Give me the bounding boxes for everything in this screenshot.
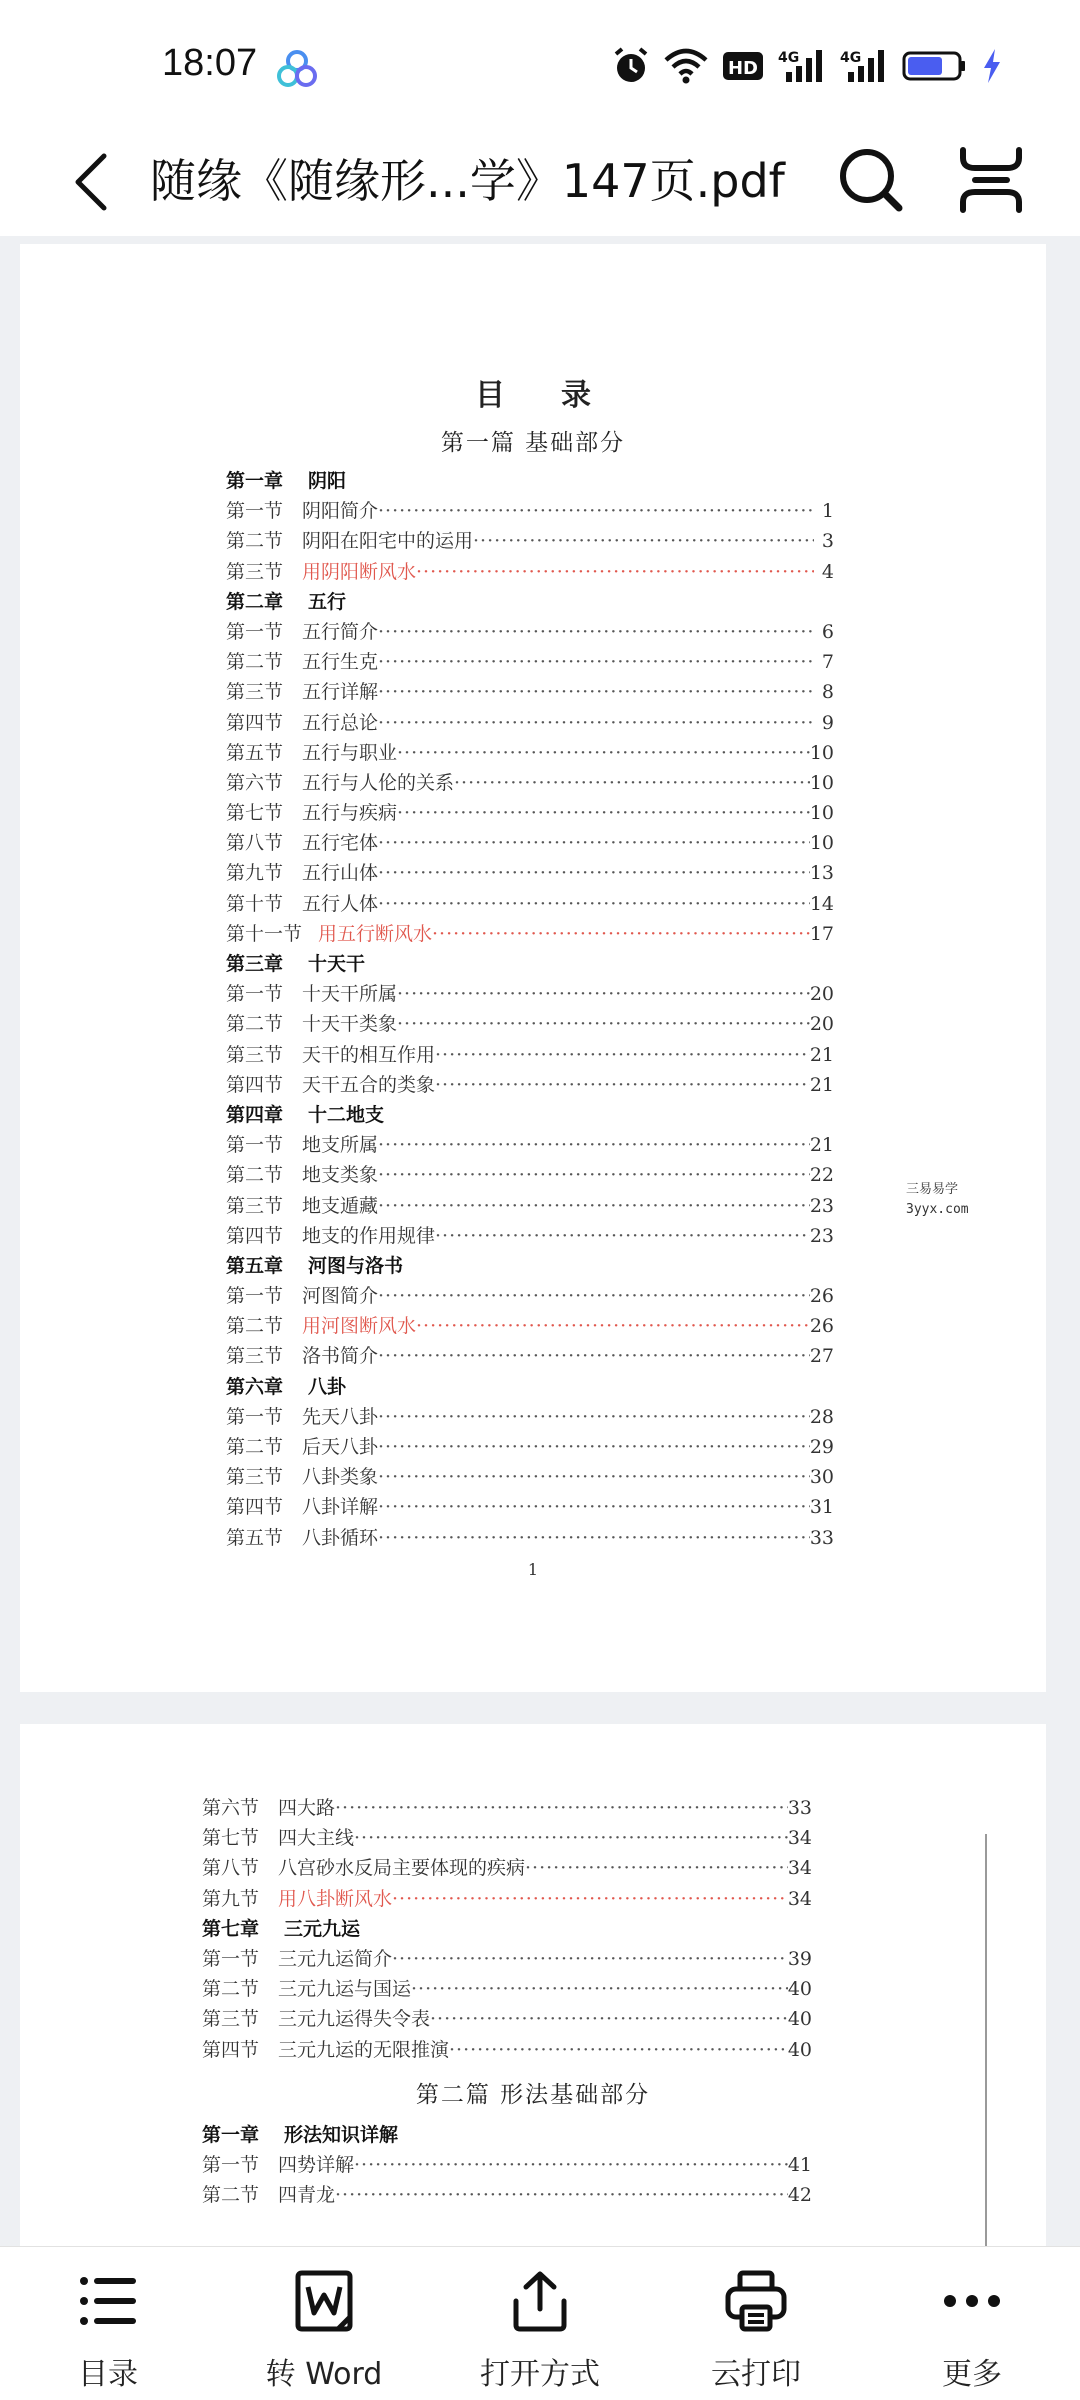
toc-entry-number: 第三节 xyxy=(226,681,284,704)
signal-4g-icon xyxy=(840,48,888,84)
toolbar-label: 云打印 xyxy=(711,2357,801,2392)
toc-chapter[interactable] xyxy=(226,1251,834,1281)
toc-entry-title: 五行简介 xyxy=(302,620,379,643)
toc-chapter[interactable] xyxy=(202,2120,812,2150)
toc-entry[interactable] xyxy=(202,1793,812,1823)
toc-chapter[interactable] xyxy=(202,1914,812,1944)
toc-leader-dots xyxy=(525,1853,788,1883)
toc-leader-dots xyxy=(435,1070,810,1100)
page-edge-line xyxy=(985,1834,987,2246)
convert-word-button[interactable] xyxy=(216,2247,432,2400)
toc-entry-number: 第三节 xyxy=(226,1466,284,1489)
toc-entry-title: 地支的作用规律 xyxy=(302,1224,436,1247)
toc-entry-title: 五行 xyxy=(308,590,347,613)
toc-entry-number: 第四节 xyxy=(226,1224,284,1247)
toc-entry[interactable] xyxy=(226,1462,834,1492)
status-time: 18:07 xyxy=(162,42,258,84)
toc-entry-page: 41 xyxy=(787,2154,812,2177)
toc-entry-title: 地支类象 xyxy=(302,1164,379,1187)
toc-entry-page: 28 xyxy=(809,1405,834,1428)
toc-entry-number: 第六节 xyxy=(226,771,284,794)
toc-entry-page: 40 xyxy=(787,2038,812,2061)
toc-leader-dots xyxy=(435,1221,810,1251)
toc-entry[interactable] xyxy=(202,2180,812,2210)
toc-entry-number: 第五节 xyxy=(226,741,284,764)
toc-entry-page: 20 xyxy=(809,983,834,1006)
printer-icon xyxy=(724,2269,788,2333)
toc-entry-page: 1 xyxy=(821,500,834,523)
toc-entry-title: 八卦循环 xyxy=(302,1526,379,1549)
toc-entry[interactable] xyxy=(226,919,834,949)
toc-leader-dots xyxy=(397,1009,810,1039)
pdf-page-1 xyxy=(20,244,1046,1692)
toc-entry-title: 用五行断风水 xyxy=(318,922,433,945)
toc-entry-title: 八卦 xyxy=(308,1375,347,1398)
toc-entry-number: 第四节 xyxy=(202,2038,260,2061)
toc-entry-page: 21 xyxy=(809,1134,834,1157)
toc-entry[interactable] xyxy=(226,1432,834,1462)
toc-entry-number: 第二节 xyxy=(226,1164,284,1187)
toc-entry-number: 第一节 xyxy=(202,1947,260,1970)
toc-entry-number: 第二节 xyxy=(226,651,284,674)
toc-entry[interactable] xyxy=(202,1823,812,1853)
cloud-print-button[interactable] xyxy=(648,2247,864,2400)
toc-entry-title: 十天干 xyxy=(308,953,366,975)
status-bar xyxy=(0,0,1080,130)
toc-leader-dots xyxy=(432,919,810,949)
toc-entry-title: 用阴阳断风水 xyxy=(302,560,417,583)
list-icon xyxy=(76,2269,140,2333)
toc-entry-page: 30 xyxy=(809,1466,834,1489)
toc-entry-title: 河图与洛书 xyxy=(308,1254,404,1277)
toc-leader-dots xyxy=(378,1130,810,1160)
toc-entry-title: 五行与疾病 xyxy=(302,802,398,825)
toc-entry-title: 五行与人伦的关系 xyxy=(302,771,455,794)
toc-entry-page: 26 xyxy=(809,1285,834,1308)
toc-entry-title: 五行与职业 xyxy=(302,741,398,764)
toc-entry-title: 地支遁藏 xyxy=(302,1194,379,1217)
toc-entry[interactable] xyxy=(202,1944,812,1974)
toc-entry-page: 34 xyxy=(787,1887,812,1910)
toc-entry[interactable] xyxy=(226,858,834,888)
toc-entry-title: 三元九运的无限推演 xyxy=(278,2038,450,2061)
toc-entry-number: 第一节 xyxy=(226,500,284,523)
toc-list xyxy=(226,466,834,1553)
toc-entry[interactable] xyxy=(226,496,834,526)
toc-entry[interactable] xyxy=(226,1341,834,1371)
toc-entry-page: 10 xyxy=(809,802,834,825)
toc-entry[interactable] xyxy=(226,557,834,587)
status-icons xyxy=(612,44,1002,88)
toc-entry-page: 3 xyxy=(821,530,834,553)
toc-leader-dots xyxy=(416,1311,810,1341)
toc-entry-number: 第三节 xyxy=(202,2008,260,2031)
toc-entry-number: 第五章 xyxy=(226,1254,284,1277)
toc-entry-title: 八卦类象 xyxy=(302,1466,379,1489)
toc-leader-dots xyxy=(378,677,814,707)
toc-entry[interactable] xyxy=(226,1160,834,1190)
back-button[interactable] xyxy=(60,140,120,224)
toc-entry-page: 34 xyxy=(787,1857,812,1880)
toc-entry-page: 23 xyxy=(809,1194,834,1217)
toc-entry-title: 五行宅体 xyxy=(302,832,379,855)
toc-entry-page: 42 xyxy=(787,2184,812,2207)
toc-entry-page: 10 xyxy=(809,771,834,794)
toc-leader-dots xyxy=(392,1944,788,1974)
toc-entry[interactable] xyxy=(226,708,834,738)
toc-entry[interactable] xyxy=(226,1281,834,1311)
toc-leader-dots xyxy=(335,2180,788,2210)
toc-leader-dots xyxy=(416,557,814,587)
toc-main-heading: 目录 xyxy=(475,378,647,413)
toc-list xyxy=(202,2120,812,2211)
toc-entry[interactable] xyxy=(226,1191,834,1221)
toolbar-label: 转 Word xyxy=(265,2357,383,2392)
toc-entry-title: 五行详解 xyxy=(302,681,379,704)
toc-entry-number: 第二节 xyxy=(202,1978,260,2001)
toc-entry-page: 22 xyxy=(809,1164,834,1187)
charging-icon xyxy=(982,48,1002,84)
toc-entry-number: 第一节 xyxy=(226,1405,284,1428)
toc-entry-number: 第三章 xyxy=(226,953,284,975)
toc-entry[interactable] xyxy=(226,1130,834,1160)
network-label: 4G xyxy=(778,50,800,66)
pdf-viewer[interactable] xyxy=(0,236,1080,2246)
toc-entry-page: 21 xyxy=(809,1073,834,1096)
document-title: 随缘《随缘形...学》147页.pdf xyxy=(150,154,785,208)
toc-entry-page: 31 xyxy=(809,1496,834,1519)
open-with-button[interactable] xyxy=(432,2247,648,2400)
toc-entry-title: 十二地支 xyxy=(308,1103,385,1126)
toc-entry-number: 第五节 xyxy=(226,1526,284,1549)
toc-leader-dots xyxy=(397,798,810,828)
toc-entry-page: 17 xyxy=(809,922,834,945)
toc-entry-page: 33 xyxy=(809,1526,834,1549)
toc-entry-page: 9 xyxy=(821,711,834,734)
toc-entry[interactable] xyxy=(226,1009,834,1039)
toc-entry-page: 10 xyxy=(809,832,834,855)
toc-chapter[interactable] xyxy=(226,466,834,496)
toc-entry[interactable] xyxy=(202,2150,812,2180)
toc-entry[interactable] xyxy=(226,979,834,1009)
back-arrow-icon xyxy=(70,152,110,212)
toc-entry-page: 10 xyxy=(809,741,834,764)
toc-chapter[interactable] xyxy=(226,587,834,617)
toc-entry-title: 五行生克 xyxy=(302,651,379,674)
toc-entry-number: 第九节 xyxy=(202,1887,260,1910)
toc-entry-title: 十天干类象 xyxy=(302,1013,398,1036)
toc-leader-dots xyxy=(378,1191,810,1221)
toc-entry-number: 第十节 xyxy=(226,892,284,915)
toc-entry[interactable] xyxy=(226,1402,834,1432)
toc-entry-number: 第七节 xyxy=(226,802,284,825)
hd-label: HD xyxy=(727,58,759,79)
toc-entry-number: 第四节 xyxy=(226,1496,284,1519)
toc-entry-number: 第十一节 xyxy=(226,922,303,945)
toc-entry-page: 7 xyxy=(821,651,834,674)
toc-entry[interactable] xyxy=(226,526,834,556)
toc-leader-dots xyxy=(449,2035,788,2065)
toc-entry-page: 23 xyxy=(809,1224,834,1247)
toc-entry-title: 三元九运 xyxy=(284,1917,361,1940)
battery-icon xyxy=(902,49,968,83)
toc-leader-dots xyxy=(430,2004,788,2034)
toc-entry-title: 八宫砂水反局主要体现的疾病 xyxy=(278,1857,526,1880)
toc-entry-number: 第三节 xyxy=(226,560,284,583)
toc-entry-title: 三元九运得失令表 xyxy=(278,2008,431,2031)
toc-entry-number: 第二节 xyxy=(226,1315,284,1338)
toc-entry-number: 第二节 xyxy=(226,1013,284,1036)
more-button[interactable] xyxy=(864,2247,1080,2400)
toc-leader-dots xyxy=(411,1974,788,2004)
toc-entry-page: 34 xyxy=(787,1827,812,1850)
toc-leader-dots xyxy=(378,617,814,647)
watermark-line2: 3yyx.com xyxy=(906,1202,969,1217)
toc-entry[interactable] xyxy=(202,1974,812,2004)
toc-entry-number: 第四节 xyxy=(226,711,284,734)
toc-entry-title: 阴阳简介 xyxy=(302,500,379,523)
search-icon[interactable] xyxy=(835,144,907,216)
bottom-toolbar xyxy=(0,2246,1080,2400)
toc-leader-dots xyxy=(354,2150,788,2180)
toc-entry-page: 8 xyxy=(821,681,834,704)
toc-entry-title: 三元九运简介 xyxy=(278,1947,393,1970)
network-label: 4G xyxy=(840,50,862,66)
toc-part-heading: 第一篇 基础部分 xyxy=(440,430,626,456)
toc-entry-title: 用八卦断风水 xyxy=(278,1887,393,1910)
toc-leader-dots xyxy=(378,1432,810,1462)
toc-chapter[interactable] xyxy=(226,1100,834,1130)
toc-entry-number: 第一章 xyxy=(202,2124,260,2146)
toc-entry[interactable] xyxy=(226,1040,834,1070)
word-convert-icon xyxy=(292,2269,356,2333)
toc-entry[interactable] xyxy=(226,768,834,798)
toc-entry[interactable] xyxy=(226,889,834,919)
toc-button[interactable] xyxy=(0,2247,216,2400)
toc-entry-title: 河图简介 xyxy=(302,1285,379,1308)
toc-entry-title: 四青龙 xyxy=(278,2184,336,2207)
signal-4g-icon xyxy=(778,48,826,84)
toc-entry-number: 第一节 xyxy=(226,1134,284,1157)
toc-leader-dots xyxy=(397,738,810,768)
toc-entry-page: 26 xyxy=(809,1315,834,1338)
pdf-page-2 xyxy=(20,1724,1046,2246)
toc-entry-number: 第三节 xyxy=(226,1194,284,1217)
toc-entry[interactable] xyxy=(226,1492,834,1522)
watermark xyxy=(900,1176,975,1224)
toc-entry[interactable] xyxy=(226,617,834,647)
toc-entry-page: 4 xyxy=(821,560,834,583)
toc-entry-page: 14 xyxy=(809,892,834,915)
toc-entry-number: 第一节 xyxy=(202,2154,260,2177)
toc-entry-title: 洛书简介 xyxy=(302,1345,379,1368)
toc-leader-dots xyxy=(378,858,810,888)
alarm-icon xyxy=(612,46,650,86)
toc-leader-dots xyxy=(378,889,810,919)
toc-leader-dots xyxy=(473,526,814,556)
toc-entry[interactable] xyxy=(226,647,834,677)
toc-entry-page: 40 xyxy=(787,1978,812,2001)
toc-entry-page: 33 xyxy=(787,1797,812,1819)
toc-entry-title: 三元九运与国运 xyxy=(278,1978,412,2001)
toc-leader-dots xyxy=(392,1884,788,1914)
toc-entry[interactable] xyxy=(202,2035,812,2065)
toc-entry-page: 13 xyxy=(809,862,834,885)
toc-chapter[interactable] xyxy=(226,1372,834,1402)
toc-entry-title: 五行山体 xyxy=(302,862,379,885)
toc-entry[interactable] xyxy=(226,1221,834,1251)
toc-list xyxy=(202,1793,812,2065)
toc-entry[interactable] xyxy=(226,828,834,858)
toc-chapter[interactable] xyxy=(226,949,834,979)
toc-entry[interactable] xyxy=(226,1070,834,1100)
toc-entry-title: 形法知识详解 xyxy=(284,2124,399,2146)
share-icon xyxy=(508,2269,572,2333)
toc-entry[interactable] xyxy=(202,1884,812,1914)
toc-entry-page: 27 xyxy=(809,1345,834,1368)
wifi-icon xyxy=(664,48,708,84)
toc-entry[interactable] xyxy=(226,677,834,707)
toc-entry-number: 第六章 xyxy=(226,1375,284,1398)
toc-entry-page: 20 xyxy=(809,1013,834,1036)
toc-entry-title: 阴阳在阳宅中的运用 xyxy=(302,530,474,553)
toc-entry-title: 地支所属 xyxy=(302,1134,379,1157)
toc-entry-number: 第二章 xyxy=(226,590,284,613)
toc-entry-page: 39 xyxy=(787,1947,812,1970)
toc-entry-page: 21 xyxy=(809,1043,834,1066)
toc-entry-title: 八卦详解 xyxy=(302,1496,379,1519)
toc-leader-dots xyxy=(378,647,814,677)
toc-entry-number: 第一节 xyxy=(226,983,284,1006)
toc-entry-number: 第六节 xyxy=(202,1797,260,1819)
toc-entry-page: 40 xyxy=(787,2008,812,2031)
toc-entry-title: 天干的相互作用 xyxy=(302,1043,436,1066)
toc-entry-number: 第七节 xyxy=(202,1827,260,1850)
toc-entry-title: 四大主线 xyxy=(278,1827,355,1850)
toc-leader-dots xyxy=(435,1040,810,1070)
toc-entry-number: 第八节 xyxy=(226,832,284,855)
toc-entry[interactable] xyxy=(226,1311,834,1341)
watermark-line1: 三易易学 xyxy=(906,1182,959,1197)
toc-entry-number: 第三节 xyxy=(226,1345,284,1368)
toc-leader-dots xyxy=(378,496,814,526)
toc-leader-dots xyxy=(378,1402,810,1432)
toc-leader-dots xyxy=(378,1462,810,1492)
toc-entry-number: 第二节 xyxy=(226,1436,284,1458)
toc-entry-title: 阴阳 xyxy=(308,470,347,492)
toc-entry-page: 29 xyxy=(809,1436,834,1458)
toc-leader-dots xyxy=(378,828,810,858)
toc-entry-number: 第二节 xyxy=(226,530,284,553)
page-number: 1 xyxy=(527,1560,539,1579)
toc-entry-title: 十天干所属 xyxy=(302,983,398,1006)
toc-entry[interactable] xyxy=(226,1523,834,1553)
fullscreen-icon[interactable] xyxy=(955,144,1027,216)
toc-leader-dots xyxy=(397,979,810,1009)
toc-entry-number: 第四节 xyxy=(226,1073,284,1096)
toc-entry-number: 第一章 xyxy=(226,470,284,492)
toc-entry-title: 用河图断风水 xyxy=(302,1315,417,1338)
toc-entry-title: 先天八卦 xyxy=(302,1405,379,1428)
toc-entry-title: 四势详解 xyxy=(278,2154,355,2177)
toc-entry-number: 第四章 xyxy=(226,1103,284,1126)
toc-entry-number: 第一节 xyxy=(226,1285,284,1308)
toc-leader-dots xyxy=(378,1523,810,1553)
toc-leader-dots xyxy=(378,1492,810,1522)
toc-entry-number: 第一节 xyxy=(226,620,284,643)
toc-entry-title: 五行总论 xyxy=(302,711,379,734)
toc-entry-page: 6 xyxy=(821,620,834,643)
toc-entry-title: 后天八卦 xyxy=(302,1436,379,1458)
more-dots-icon xyxy=(940,2269,1004,2333)
toc-leader-dots xyxy=(378,1341,810,1371)
toolbar-label: 目录 xyxy=(78,2357,138,2392)
toc-part-heading: 第二篇 形法基础部分 xyxy=(415,2082,651,2108)
toc-entry-number: 第三节 xyxy=(226,1043,284,1066)
toolbar-label: 打开方式 xyxy=(480,2357,600,2392)
toc-entry-number: 第七章 xyxy=(202,1917,260,1940)
app-logo-icon xyxy=(276,48,318,90)
toc-leader-dots xyxy=(378,708,814,738)
toc-entry-number: 第二节 xyxy=(202,2184,260,2207)
toc-leader-dots xyxy=(378,1160,810,1190)
hd-icon xyxy=(722,49,764,83)
title-bar xyxy=(0,130,1080,236)
toc-entry-title: 四大路 xyxy=(278,1797,336,1819)
toolbar-label: 更多 xyxy=(942,2357,1002,2392)
toc-leader-dots xyxy=(354,1823,788,1853)
toc-entry[interactable] xyxy=(226,798,834,828)
toc-entry[interactable] xyxy=(202,2004,812,2034)
toc-entry[interactable] xyxy=(226,738,834,768)
toc-entry-title: 天干五合的类象 xyxy=(302,1073,436,1096)
toc-leader-dots xyxy=(378,1281,810,1311)
toc-entry-number: 第八节 xyxy=(202,1857,260,1880)
toc-entry[interactable] xyxy=(202,1853,812,1883)
toc-entry-number: 第九节 xyxy=(226,862,284,885)
toc-entry-title: 五行人体 xyxy=(302,892,379,915)
toc-leader-dots xyxy=(335,1793,788,1823)
toc-leader-dots xyxy=(454,768,810,798)
